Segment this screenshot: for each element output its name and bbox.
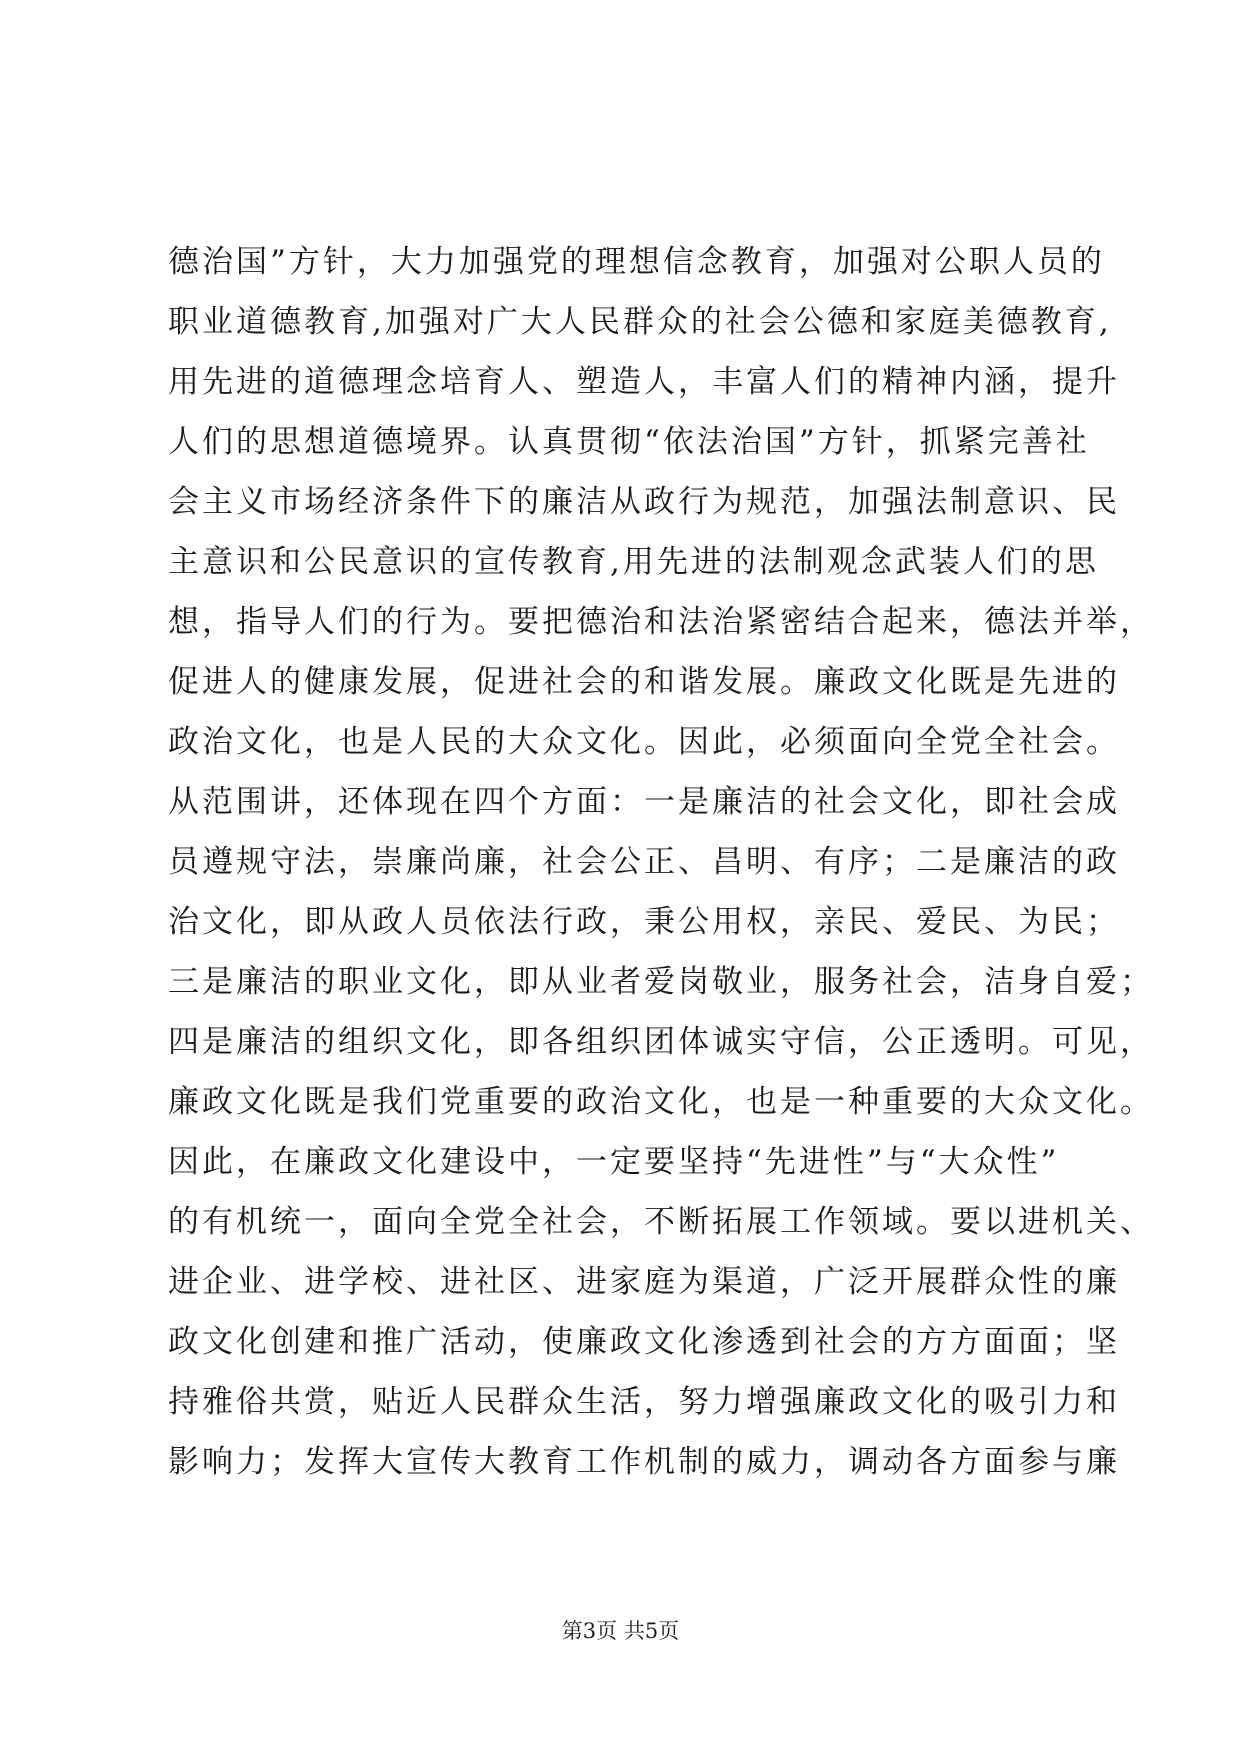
text-line: 三是廉洁的职业文化，即从业者爱岗敬业，服务社会，洁身自爱； — [168, 964, 1154, 1000]
text-line: 影响力；发挥大宣传大教育工作机制的威力，调动各方面参与廉 — [168, 1444, 1120, 1480]
text-line: 德治国”方针，大力加强党的理想信念教育，加强对公职人员的 — [168, 244, 1105, 280]
text-line: 用先进的道德理念培育人、塑造人，丰富人们的精神内涵，提升 — [168, 364, 1120, 400]
text-line: 想，指导人们的行为。要把德治和法治紧密结合起来，德法并举， — [168, 604, 1154, 640]
text-line: 进企业、进学校、进社区、进家庭为渠道，广泛开展群众性的廉 — [168, 1264, 1120, 1300]
text-line: 政文化创建和推广活动，使廉政文化渗透到社会的方方面面；坚 — [168, 1324, 1120, 1360]
text-line: 主意识和公民意识的宣传教育,用先进的法制观念武装人们的思 — [168, 544, 1099, 580]
text-line: 促进人的健康发展，促进社会的和谐发展。廉政文化既是先进的 — [168, 664, 1120, 700]
text-line: 会主义市场经济条件下的廉洁从政行为规范，加强法制意识、民 — [168, 484, 1120, 520]
text-line: 四是廉洁的组织文化，即各组织团体诚实守信，公正透明。可见， — [168, 1024, 1154, 1060]
text-line: 政治文化，也是人民的大众文化。因此，必须面向全党全社会。 — [168, 724, 1120, 760]
text-line: 持雅俗共赏，贴近人民群众生活，努力增强廉政文化的吸引力和 — [168, 1384, 1120, 1420]
text-line: 员遵规守法，崇廉尚廉，社会公正、昌明、有序；二是廉洁的政 — [168, 844, 1120, 880]
text-line: 人们的思想道德境界。认真贯彻“依法治国”方针，抓紧完善社 — [168, 424, 1090, 460]
text-line: 因此，在廉政文化建设中，一定要坚持“先进性”与“大众性” — [168, 1144, 1060, 1180]
page-number-footer: 第3页 共5页 — [561, 1619, 680, 1643]
body-text — [168, 232, 1154, 1492]
text-line: 从范围讲，还体现在四个方面：一是廉洁的社会文化，即社会成 — [168, 784, 1120, 820]
text-line: 治文化，即从政人员依法行政，秉公用权，亲民、爱民、为民； — [168, 904, 1120, 940]
text-line: 廉政文化既是我们党重要的政治文化，也是一种重要的大众文化。 — [168, 1084, 1154, 1120]
text-line: 的有机统一，面向全党全社会，不断拓展工作领域。要以进机关、 — [168, 1204, 1154, 1240]
text-line: 职业道德教育,加强对广大人民群众的社会公德和家庭美德教育, — [168, 304, 1112, 340]
